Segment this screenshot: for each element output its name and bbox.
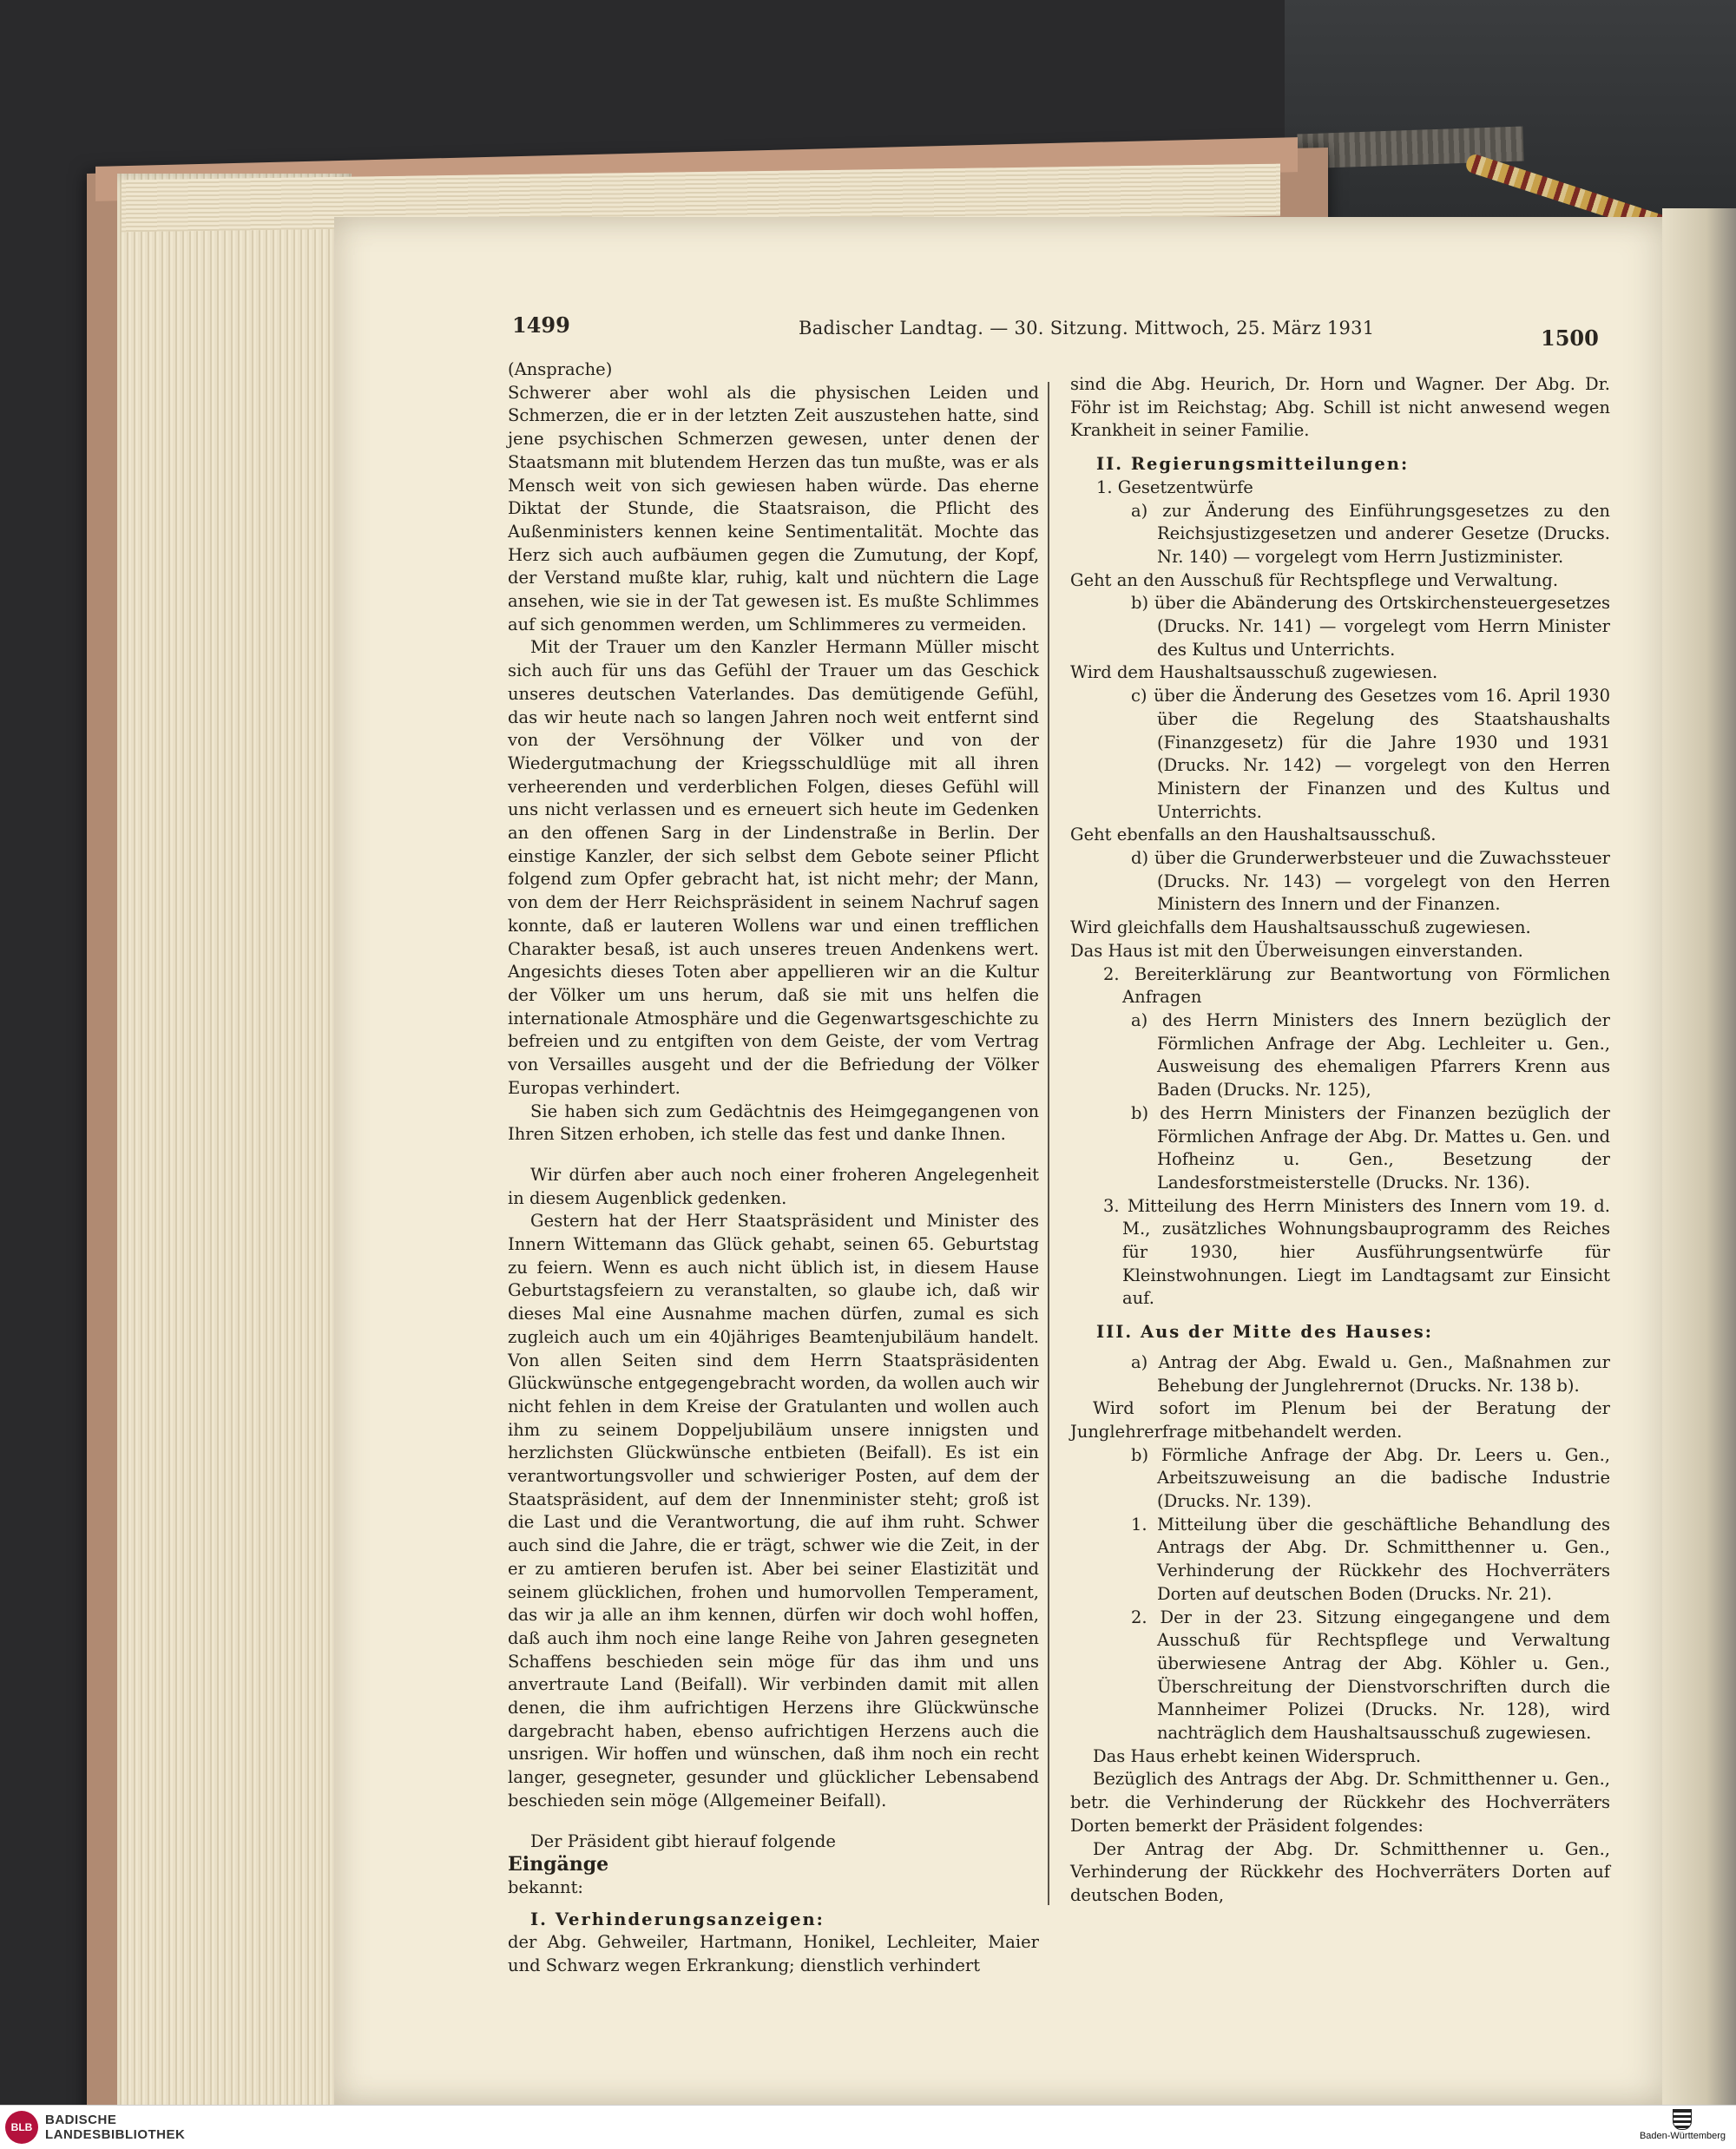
page-number-left: 1499 [512, 312, 570, 338]
paragraph: Gestern hat der Herr Staatspräsident und Minister des Innern Wittemann das Glück gehabt, seinen 65. Geburtstag zu feiern. Wenn es auch nicht üblich ist, in diesem Hause Geburtstagsfeiern zu veranstalten, so glaube ich, daß wir dieses Mal eine Ausnahme machen dürfen, zumal es sich zugleich auch um ein 40jähriges Beamtenjubiläum handelt. Von allen Seiten sind dem Herrn Staatspräsidenten Glückwünsche entgegengebracht worden, da wollen auch wir nicht fehlen in dem Kreise der Gratulanten und wollen auch ihm zu seinem Doppeljubiläum unsere innigsten und herzlichsten Glückwünsche entbieten (Beifall). Es ist ein verantwortungsvoller und schwieriger Posten, auf dem der Staatspräsident, auf dem der Innenminister steht; groß ist die Last und die Verantwortung, die auf ihm ruht. Schwer auch sind die Jahre, die er trägt, schwer wie die Zeit, in der er zu amtieren berufen ist. Aber bei seiner Elastizität und seinem glücklichen, frohen und humorvollen Temperament, das wir ja alle an ihm kennen, dürfen wir doch wohl hoffen, daß auch ihm noch eine lange Reihe von Jahren gesegneten Schaffens beschieden sein möge für das ihm und uns anvertraute Land (Beifall). Wir verbinden damit mit allen denen, die ihm aufrichtigen Herzens ihre Glückwünsche dargebracht haben, ebenso aufrichtigen Herzens auch die unsrigen. Wir hoffen und wünschen, daß ihm noch ein recht langer, gesegneter, gesunder und glücklicher Lebensabend beschieden sein möge (Allgemeiner Beifall). [508, 1211, 1040, 1811]
note: Wird sofort im Plenum bei der Beratung der Junglehrerfrage mitbehandelt werden. [1070, 1398, 1610, 1442]
heading-eingaenge: Eingänge [508, 1853, 609, 1876]
paragraph: Der Präsident gibt hierauf folgende [530, 1830, 836, 1851]
note: Geht ebenfalls an den Haushaltsausschuß. [1070, 825, 1437, 845]
list-item: b) des Herrn Ministers der Finanzen bezüglich der Förmlichen Anfrage der Abg. Dr. Mattes u. Gen. und Hofheinz u. Gen., Besetzung der Landesforstmeisterstelle (Drucks. Nr. 136). [1131, 1102, 1610, 1193]
paragraph: bekannt: [508, 1877, 583, 1897]
paragraph: Wir dürfen aber auch noch einer froheren Angelegenheit in diesem Augenblick gedenken. [508, 1164, 1039, 1208]
library-name [45, 2113, 185, 2142]
section-heading: III. Aus der Mitte des Hauses: [1096, 1322, 1433, 1343]
blb-logo-icon[interactable]: BLB [5, 2111, 38, 2144]
column-rule [1048, 382, 1049, 1905]
right-column [1070, 373, 1610, 1908]
note: Wird gleichfalls dem Haushaltsausschuß zugewiesen. [1070, 917, 1531, 938]
bw-label: Baden-Württemberg [1639, 2131, 1726, 2141]
list-item: 2. Der in der 23. Sitzung eingegangene und dem Ausschuß für Rechtspflege und Verwaltung überwiesene Antrag der Abg. Köhler u. Gen., Überschreitung der Dienstvorschriften durch die Mannheimer Polizei (Drucks. Nr. 128), wird nachträglich dem Haushaltsausschuß zugewiesen. [1131, 1607, 1610, 1744]
crest-icon [1673, 2109, 1692, 2130]
list-item: b) Förmliche Anfrage der Abg. Dr. Leers u. Gen., Arbeitszuweisung an die badische Industrie (Drucks. Nr. 139). [1131, 1444, 1610, 1512]
running-head: Badischer Landtag. — 30. Sitzung. Mittwoch, 25. März 1931 [799, 318, 1375, 338]
list-item: 3. Mitteilung des Herrn Ministers des Innern vom 19. d. M., zusätzliches Wohnungsbauprogramm des Reiches für 1930, hier Ausführungsentwürfe für Kleinstwohnungen. Liegt im Landtagsamt zur Einsicht auf. [1103, 1195, 1610, 1309]
list-item: 1. Mitteilung über die geschäftliche Behandlung des Antrags der Abg. Dr. Schmitthenner u. Gen., Verhinderung der Rückkehr des Hochverräters Dorten auf deutschen Boden (Drucks. Nr. 21). [1131, 1514, 1610, 1604]
bw-logo[interactable] [1640, 2109, 1726, 2141]
list-item: a) Antrag der Abg. Ewald u. Gen., Maßnahmen zur Behebung der Junglehrernot (Drucks. Nr. 138 b). [1131, 1351, 1610, 1396]
list-item: 1. Gesetzentwürfe [1096, 476, 1253, 497]
note: Das Haus ist mit den Überweisungen einverstanden. [1070, 940, 1523, 961]
list-item: d) über die Grunderwerbsteuer und die Zuwachssteuer (Drucks. Nr. 143) — vorgelegt von den Herren Ministern des Innern und der Finanzen. [1131, 848, 1610, 915]
paragraph: der Abg. Gehweiler, Hartmann, Honikel, Lechleiter, Maier und Schwarz wegen Erkrankung; dienstlich verhindert [508, 1932, 1039, 1976]
list-item: b) über die Abänderung des Ortskirchensteuergesetzes (Drucks. Nr. 141) — vorgelegt vom Herrn Minister des Kultus und Unterrichts. [1131, 593, 1610, 660]
page-block-edge [117, 174, 352, 2105]
note: Wird dem Haushaltsausschuß zugewiesen. [1070, 662, 1438, 683]
note: Geht an den Ausschuß für Rechtspflege und Verwaltung. [1070, 569, 1559, 590]
dark-binding [1285, 0, 1736, 226]
paragraph: Sie haben sich zum Gedächtnis des Heimgegangenen von Ihren Sitzen erhoben, ich stelle das fest und danke Ihnen. [508, 1101, 1039, 1145]
section-heading: I. Verhinderungsanzeigen: [530, 1909, 825, 1929]
paragraph: Bezüglich des Antrags der Abg. Dr. Schmitthenner u. Gen., betr. die Verhinderung der Rückkehr des Hochverräters Dorten bemerkt der Präsident folgendes: [1070, 1769, 1610, 1836]
list-item: c) über die Änderung des Gesetzes vom 16. April 1930 über die Regelung des Staatshaushalts (Finanzgesetz) für die Jahre 1930 und 1931 (Drucks. Nr. 142) — vorgelegt von den Herren Ministern der Finanzen und des Kultus und Unterrichts. [1131, 686, 1610, 822]
left-column [508, 358, 1039, 1978]
note: Das Haus erhebt keinen Widerspruch. [1093, 1745, 1422, 1766]
paragraph: Schwerer aber wohl als die physischen Leiden und Schmerzen, die er in der letzten Zeit auszustehen hatte, sind jene psychischen Schmerzen gewesen, unter denen der Staatsmann mit blutendem Herzen das tun mußte, was er als Mensch weit von sich gewiesen haben würde. Das eherne Diktat der Stunde, die Staatsraison, die Pflicht des Außenministers kennen keine Sentimentalität. Mochte das Herz sich auch aufbäumen gegen die Zumutung, der Kopf, der Verstand mußte klar, ruhig, kalt und nüchtern die Lage ansehen, wie sie in der Tat gewesen ist. Es mußte Schlimmes auf sich genommen werden, um Schlimmeres zu vermeiden. [508, 382, 1039, 634]
list-item: 2. Bereiterklärung zur Beantwortung von Förmlichen Anfragen [1103, 963, 1610, 1008]
library-name-line2: LANDESBIBLIOTHEK [45, 2127, 186, 2142]
paragraph: Mit der Trauer um den Kanzler Hermann Müller mischt sich auch für uns das Gefühl der Trauer um das Geschick unseres deutschen Vaterlandes. Das demütigende Gefühl, das wir heute nach so langen Jahren noch weit entfernt sind von der Versöhnung der Völker und von der Wiedergutmachung der Kriegsschuldlüge mit all ihren verheerenden und verderblichen Folgen, dieses Gefühl will uns nicht verlassen und es erneuert sich heute im Gedenken an den offenen Sarg in der Lindenstraße in Berlin. Der einstige Kanzler, der sich selbst dem Gebote seiner Pflicht folgend zum Opfer gebracht hat, ist nicht mehr; der Mann, von dem der Herr Reichspräsident in seinem Nachruf sagen konnte, daß er lauteren Wollens war und einen trefflichen Charakter besaß, ist auch unseres treuen Andenkens wert. Angesichts dieses Toten aber appellieren wir an die Kultur der Völker um uns herum, daß sie mit uns helfen die internationale Atmosphäre und die Gegenwartsgeschichte zu befreien und zu entgiften von dem Geiste, der vom Vertrag von Versailles ausgeht und der die Befriedung der Völker Europas verhindert. [508, 637, 1039, 1098]
list-item: a) des Herrn Ministers des Innern bezüglich der Förmlichen Anfrage der Abg. Lechleiter u. Gen., Ausweisung des ehemaligen Pfarrers Krenn aus Baden (Drucks. Nr. 125), [1131, 1009, 1610, 1101]
page-curve [1662, 208, 1736, 2105]
page-number-right: 1500 [1541, 325, 1599, 351]
section-label: (Ansprache) [508, 359, 613, 379]
footer-bar [0, 2105, 1736, 2149]
library-name-line1: BADISCHE [45, 2113, 117, 2127]
paragraph: sind die Abg. Heurich, Dr. Horn und Wagner. Der Abg. Dr. Föhr ist im Reichstag; Abg. Schill ist nicht anwesend wegen Krankheit in seiner Familie. [1070, 374, 1610, 441]
list-item: a) zur Änderung des Einführungsgesetzes zu den Reichsjustizgesetzen und anderer Gesetze (Drucks. Nr. 140) — vorgelegt vom Herrn Justizminister. [1131, 500, 1610, 567]
section-heading: II. Regierungsmitteilungen: [1096, 454, 1410, 475]
paragraph: Der Antrag der Abg. Dr. Schmitthenner u. Gen., Verhinderung der Rückkehr des Hochverräters Dorten auf deutschen Boden, [1070, 1838, 1610, 1905]
